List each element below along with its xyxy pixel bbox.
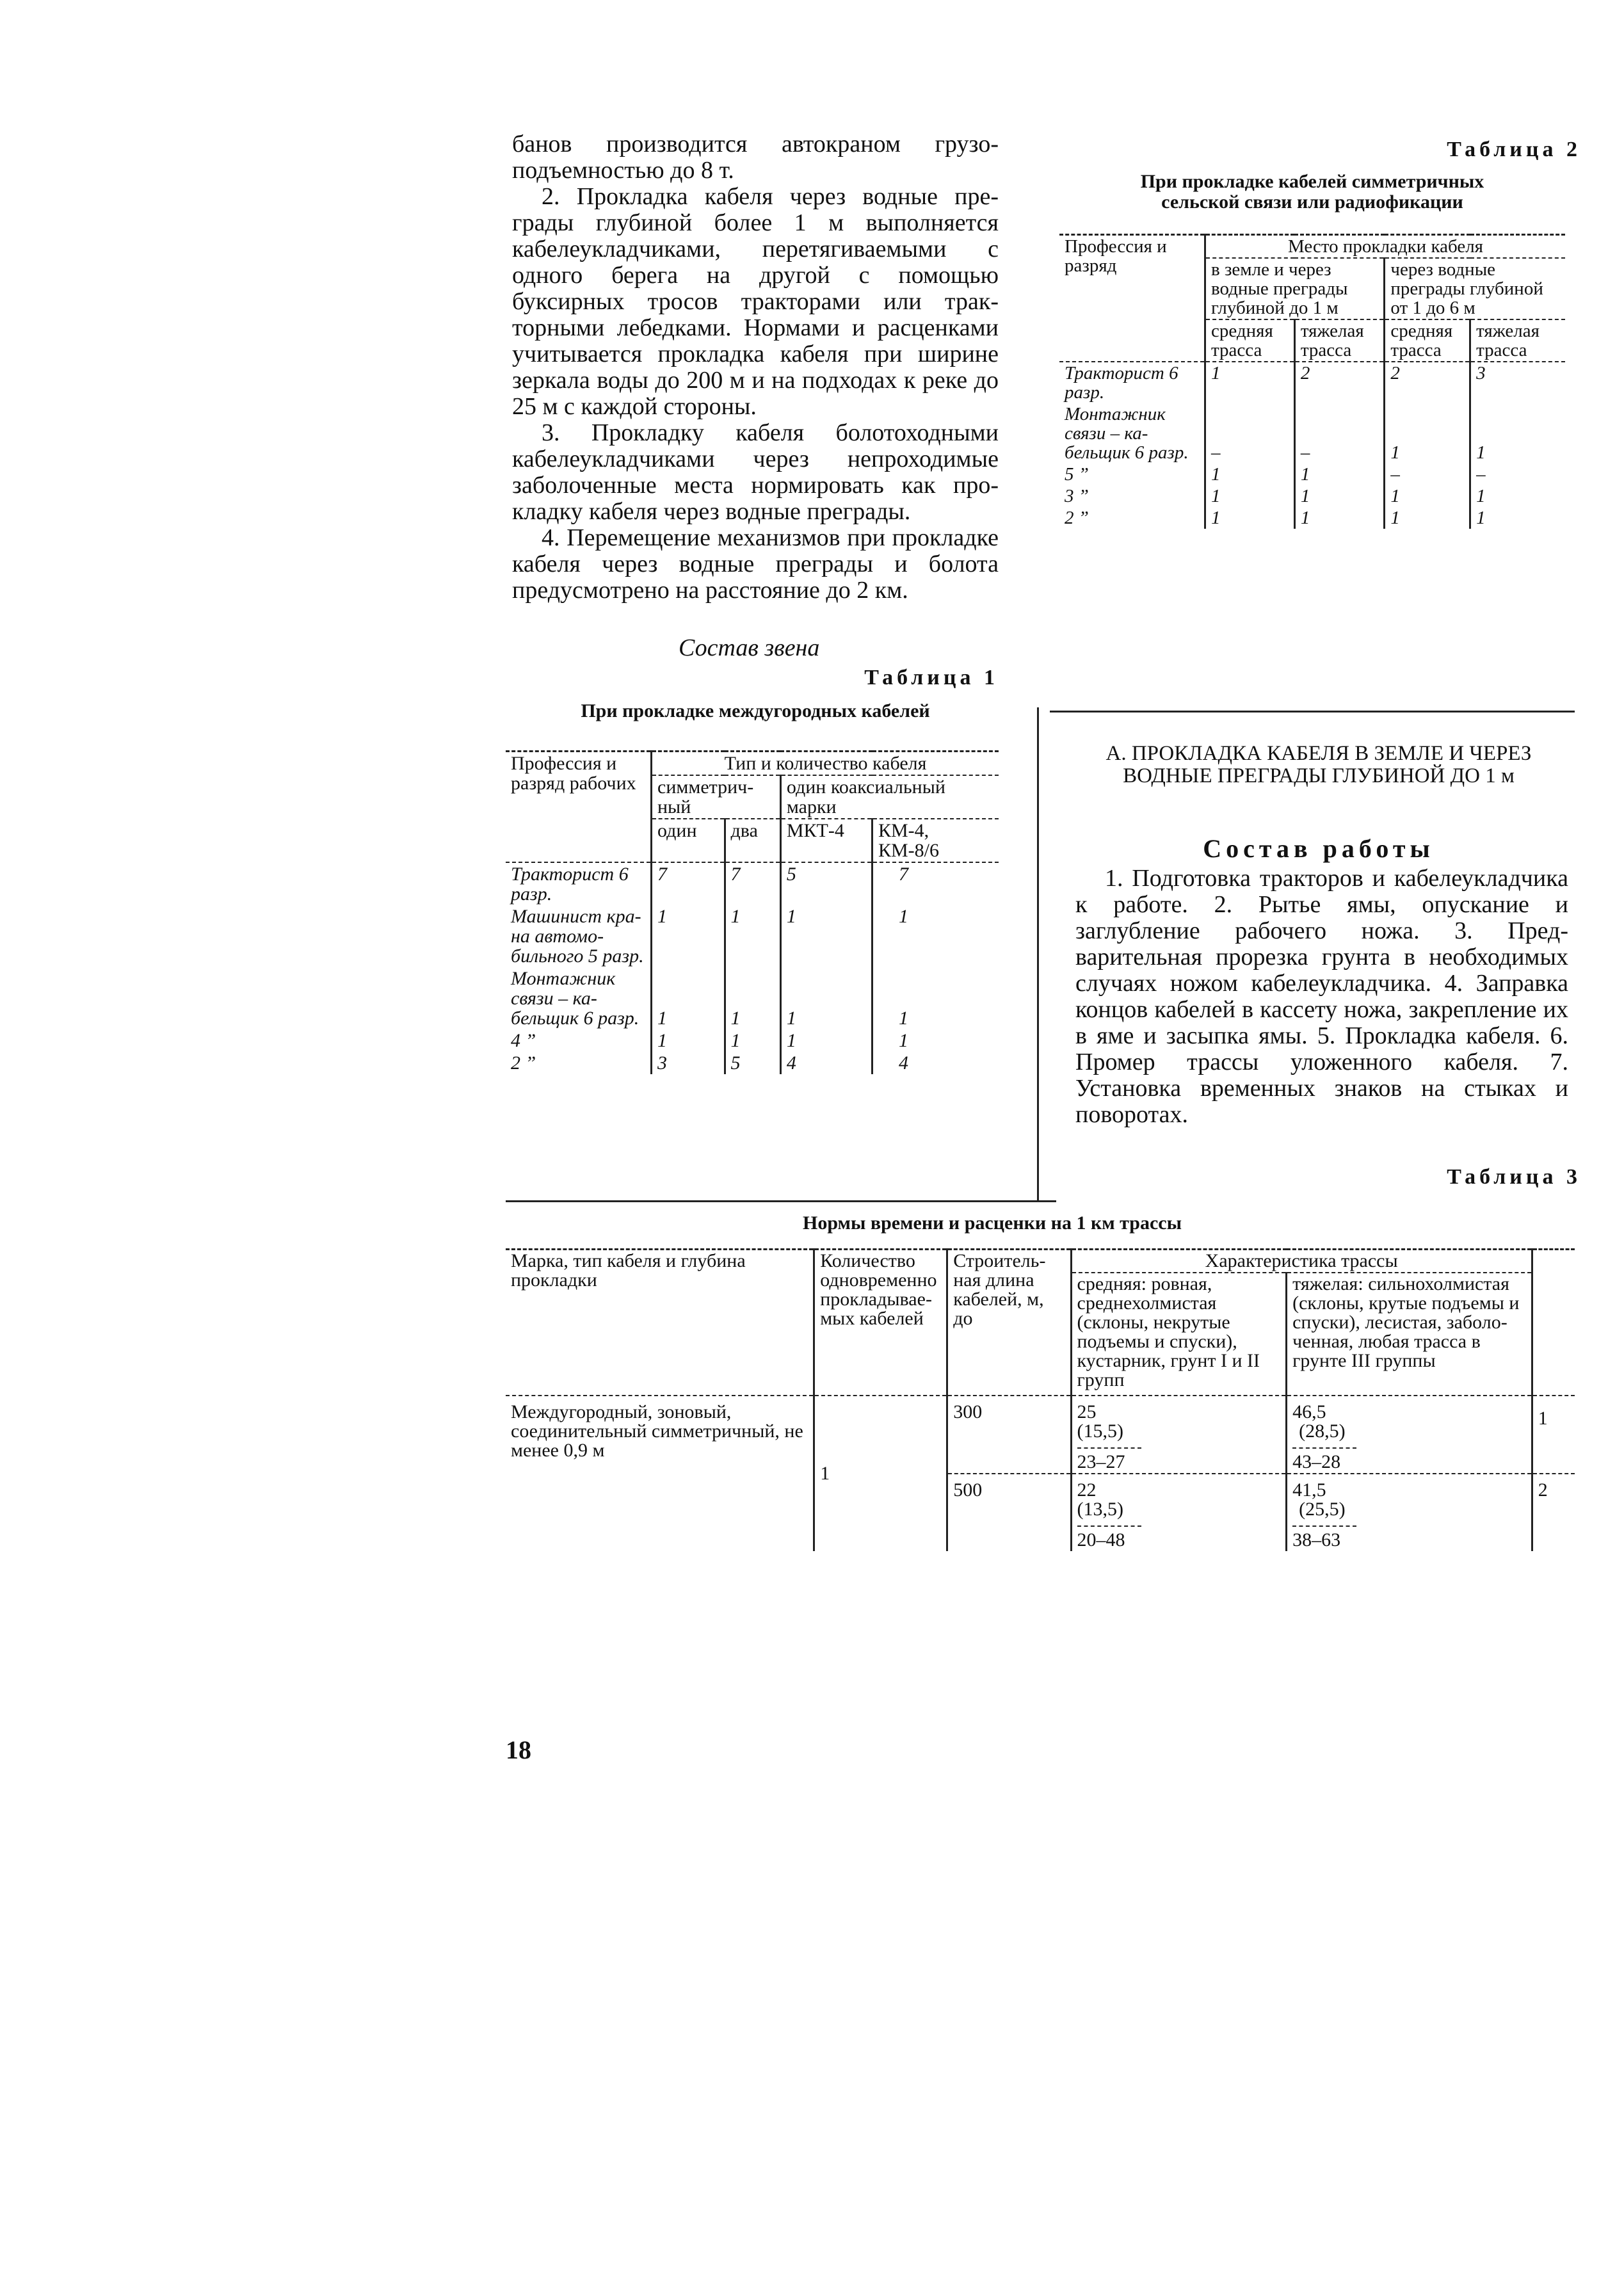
norm-paren: (28,5) (1299, 1421, 1346, 1442)
paragraph: банов производится автокраном грузоподъемностью до 8 т. (512, 131, 999, 184)
table2-cell: – (1294, 403, 1385, 463)
paragraph: 4. Перемещение механизмов при прокладке кабеля через водные преграды и болота предусмотрено на расстояние до 2 км. (512, 524, 999, 604)
table-row (1059, 362, 1565, 403)
table2 (1059, 234, 1565, 529)
table2-row-label: 3 ” (1065, 486, 1089, 506)
table2-cell: 2 (1294, 362, 1385, 403)
table-row (506, 862, 999, 905)
table1-cell: 5 (725, 1052, 780, 1074)
table1-cell: 1 (780, 1029, 872, 1052)
table1-cell: 1 (872, 967, 999, 1029)
table1-cell: 7 (872, 862, 999, 905)
table3-mid-cell (1071, 1474, 1287, 1551)
table2-caption: Таблица 2 (1447, 138, 1581, 161)
table-row (1059, 507, 1565, 529)
table1-cell: 1 (652, 905, 725, 967)
table2-cell: 1 (1385, 403, 1470, 463)
table1-header-profession: Профессия и разряд рабочих (511, 753, 636, 794)
table2-cell: 1 (1470, 403, 1565, 463)
table1-cell: 4 (872, 1052, 999, 1074)
table-row (506, 967, 999, 1029)
table3-mid-cell (1071, 1396, 1287, 1474)
price: 38–63 (1292, 1529, 1341, 1550)
table1-cell: 1 (725, 1029, 780, 1052)
table1-header-coax: один коаксиальный марки (780, 775, 999, 819)
sostav-raboty-heading: Состав работы (1203, 834, 1435, 863)
table3-heavy-cell (1287, 1474, 1532, 1551)
divider (1292, 1525, 1356, 1527)
norm: 46,5 (1292, 1401, 1326, 1422)
table3-header-heavy: тяжелая: сильнохолмистая (склоны, крутые подъемы и спуски), лесистая, заболоченная, любая трасса в грунте III группы (1287, 1273, 1532, 1396)
table3-header-brand: Марка, тип кабеля и глубина прокладки (511, 1250, 746, 1291)
table2-row-label: 2 ” (1065, 508, 1089, 528)
table1-row-label: 4 ” (511, 1030, 536, 1051)
table1-cell: 3 (652, 1052, 725, 1074)
paragraph: 2. Прокладка кабеля через водные преграды глубиной более 1 м выполняется кабелеукладчиками, перетягиваемыми с одного берега на другой с помощью буксирных тросов тракторами или тракторными лебедками. Нормами и расценками учитывается прокладка кабеля при ширине зеркала воды до 200 м и на подходах к реке до 25 м с каждой стороны. (512, 183, 999, 420)
divider (1077, 1525, 1141, 1527)
table1-cell: 1 (780, 905, 872, 967)
divider (1292, 1447, 1356, 1449)
norm: 25 (1077, 1401, 1097, 1422)
table2-header-water: через водные преграды глубиной от 1 до 6 м (1385, 258, 1565, 319)
table1-row-label: Тракторист 6 разр. (511, 864, 629, 905)
table1-cell: 4 (780, 1052, 872, 1074)
norm-paren: (13,5) (1077, 1499, 1123, 1520)
paragraph: 1. Подготовка тракторов и кабелеукладчика к работе. 2. Рытье ямы, опускание и заглубление рабочего ножа. 3. Предварительная прорезка грунта в необходимых случаях ножом кабелеукладчика. 4. Заправка концов кабелей в кассету ножа, закрепление их в яме и засыпка ямы. 5. Прокладка кабеля. 6. Промер трассы уложенного кабеля. 7. Установка временных знаков на стыках и поворотах. (1075, 865, 1568, 1128)
table3-num: 2 (1532, 1474, 1575, 1551)
table2-cell: 1 (1205, 463, 1295, 485)
table1-caption: Таблица 1 (864, 666, 999, 689)
table1-header-type: Тип и количество кабеля (652, 752, 999, 776)
table1-header-two: два (725, 819, 780, 862)
table3-title: Нормы времени и расценки на 1 км трассы (802, 1212, 1182, 1234)
price: 20–48 (1077, 1529, 1125, 1550)
table-row (506, 1396, 1575, 1474)
section-a-heading: А. ПРОКЛАДКА КАБЕЛЯ В ЗЕМЛЕ И ЧЕРЕЗ ВОДНЫЕ ПРЕГРАДЫ ГЛУБИНОЙ ДО 1 м (1105, 742, 1532, 787)
page-number: 18 (506, 1735, 531, 1764)
table3-header-num (1532, 1250, 1575, 1396)
table3-header-mid: средняя: ровная, среднехолмистая (склоны, некрутые подъемы и спуски), кустарник, грунт I и II групп (1071, 1273, 1287, 1396)
table2-header-profession: Профессия и разряд (1065, 236, 1167, 276)
table1-cell: 7 (652, 862, 725, 905)
divider (1077, 1447, 1141, 1449)
price: 43–28 (1292, 1451, 1341, 1472)
table1-header-one: один (652, 819, 725, 862)
table-row (1059, 485, 1565, 507)
table3 (506, 1248, 1575, 1551)
table2-cell: 1 (1385, 485, 1470, 507)
table-row (506, 905, 999, 967)
table2-row-label: Тракторист 6 разр. (1065, 363, 1178, 403)
table1-row-label: Машинист крана автомобильного 5 разр. (511, 906, 644, 967)
table1-cell: 7 (725, 862, 780, 905)
table1-cell: 1 (725, 967, 780, 1029)
table1-title: При прокладке междугородных кабелей (581, 700, 930, 721)
table3-header-len: Строительная длина кабелей, м, до (947, 1250, 1071, 1396)
table-row (1059, 463, 1565, 485)
table1 (506, 750, 999, 1074)
table2-header-place: Место прокладки кабеля (1205, 235, 1566, 259)
sostav-zvena-heading: Состав звена (679, 634, 820, 661)
table2-title: При прокладке кабелей симметричных сельской связи или радиофикации (1140, 171, 1484, 213)
table2-cell: 2 (1385, 362, 1470, 403)
table1-right-rule (1037, 707, 1039, 1200)
table3-header-char: Характеристика трассы (1071, 1250, 1532, 1273)
table3-caption: Таблица 3 (1447, 1165, 1581, 1189)
table3-header-qty: Количество одновременно прокладываемых кабелей (814, 1250, 947, 1396)
table2-header-heavy1: тяжелая трасса (1294, 319, 1385, 362)
table1-header-mkt: МКТ-4 (780, 819, 872, 862)
table2-row-label: 5 ” (1065, 464, 1089, 485)
table2-cell: – (1385, 463, 1470, 485)
table3-qty: 1 (814, 1396, 947, 1551)
table2-cell: 1 (1205, 485, 1295, 507)
table3-top-rule (506, 1200, 1056, 1202)
table2-cell: 3 (1470, 362, 1565, 403)
table1-cell: 1 (780, 967, 872, 1029)
norm: 22 (1077, 1479, 1097, 1501)
table3-num: 1 (1532, 1396, 1575, 1474)
table2-header-heavy2: тяжелая трасса (1470, 319, 1565, 362)
table2-cell: – (1470, 463, 1565, 485)
table2-cell: 1 (1470, 507, 1565, 529)
table1-cell: 5 (780, 862, 872, 905)
table-row (506, 1052, 999, 1074)
table2-header-ground: в земле и через водные преграды глубиной до 1 м (1205, 258, 1385, 319)
table2-cell: – (1205, 403, 1295, 463)
norm-paren: (25,5) (1299, 1499, 1346, 1520)
table2-cell: 1 (1205, 362, 1295, 403)
table1-cell: 1 (652, 1029, 725, 1052)
table1-cell: 1 (652, 967, 725, 1029)
table1-row-label: 2 ” (511, 1052, 536, 1074)
table2-cell: 1 (1294, 463, 1385, 485)
table3-len: 300 (947, 1396, 1071, 1474)
table1-row-label: Монтажник связи – кабельщик 6 разр. (511, 968, 639, 1029)
table2-header-mid2: средняя трасса (1385, 319, 1470, 362)
table2-header-mid1: средняя трасса (1205, 319, 1295, 362)
section-a-text (1075, 865, 1568, 1128)
table1-cell: 1 (725, 905, 780, 967)
table3-len: 500 (947, 1474, 1071, 1551)
table3-row-label: Междугородный, зоновый, соединительный симметричный, не менее 0,9 м (511, 1401, 803, 1461)
table2-row-label: Монтажник связи – кабельщик 6 разр. (1065, 404, 1189, 463)
paragraph: 3. Прокладку кабеля болотоходными кабелеукладчиками через непроходимые заболоченные места нормировать как прокладку кабеля через водные преграды. (512, 419, 999, 525)
table1-header-symmetric: симметричный (652, 775, 781, 819)
left-column-text (512, 131, 999, 604)
table-row (506, 1029, 999, 1052)
table2-cell: 1 (1294, 485, 1385, 507)
table2-cell: 1 (1470, 485, 1565, 507)
table1-cell: 1 (872, 905, 999, 967)
price: 23–27 (1077, 1451, 1125, 1472)
norm: 41,5 (1292, 1479, 1326, 1501)
table-row (1059, 403, 1565, 463)
table2-cell: 1 (1385, 507, 1470, 529)
table1-header-km: КМ-4, КМ-8/6 (872, 819, 999, 862)
table3-heavy-cell (1287, 1396, 1532, 1474)
section-a-top-rule (1050, 711, 1575, 712)
table2-cell: 1 (1294, 507, 1385, 529)
table2-cell: 1 (1205, 507, 1295, 529)
norm-paren: (15,5) (1077, 1421, 1123, 1442)
table1-cell: 1 (872, 1029, 999, 1052)
